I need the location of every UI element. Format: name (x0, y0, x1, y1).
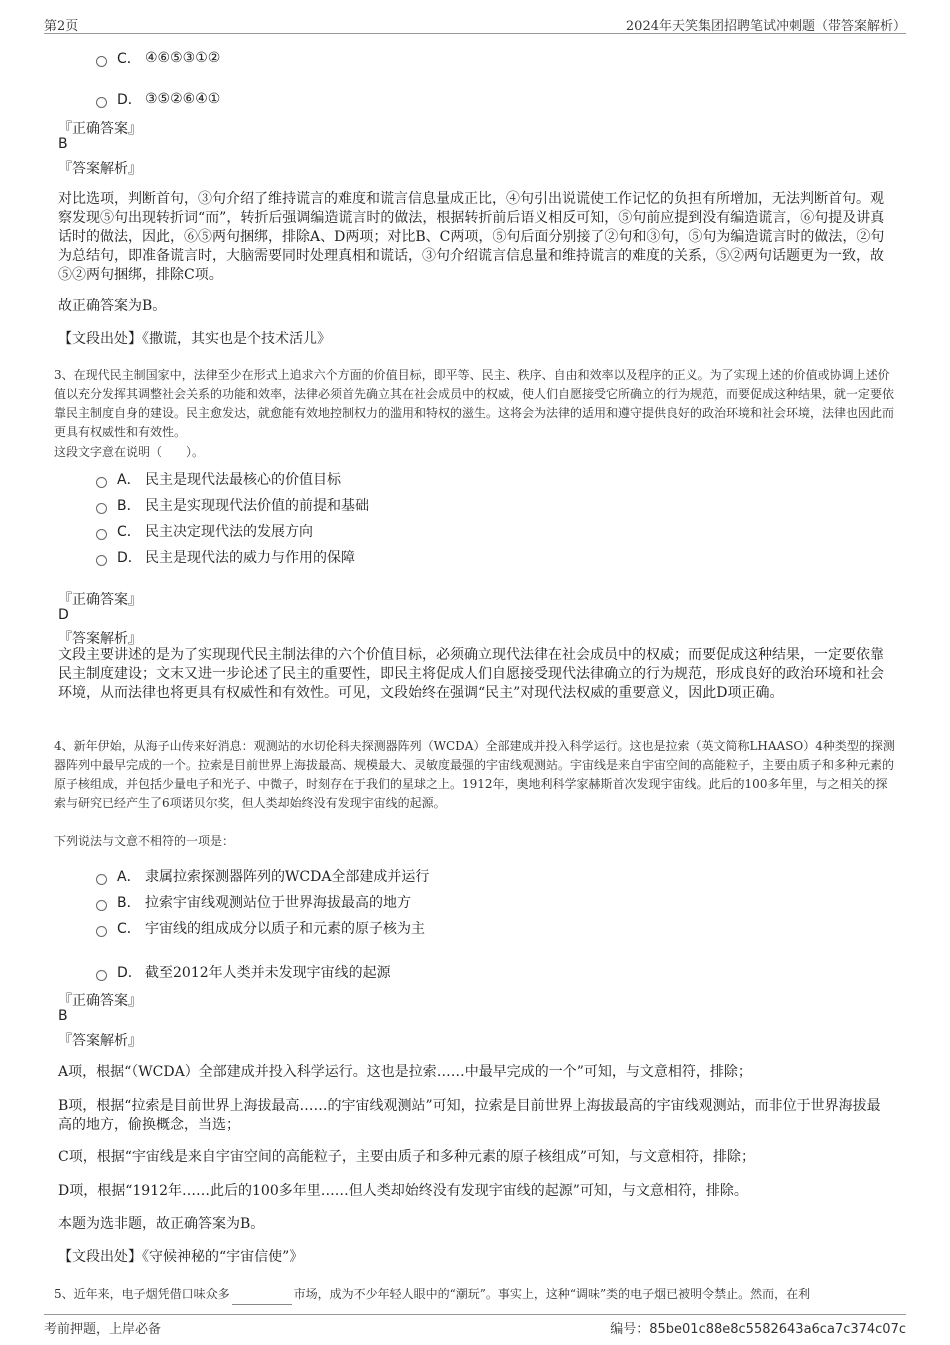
q4-conclusion: 本题为选非题，故正确答案为B。 (58, 1216, 265, 1232)
radio-icon[interactable] (96, 970, 107, 981)
q3-option-b[interactable]: B． 民主是实现现代法价值的前提和基础 (96, 495, 369, 515)
radio-icon[interactable] (96, 529, 107, 540)
q2-analysis-label: 『答案解析』 (58, 161, 142, 177)
option-text: 截至2012年人类并未发现宇宙线的起源 (145, 965, 391, 981)
footer-slogan: 考前押题，上岸必备 (44, 1322, 162, 1337)
option-text: 民主是现代法最核心的价值目标 (145, 472, 341, 488)
radio-icon[interactable] (96, 477, 107, 488)
q4-source: 【文段出处】《守候神秘的“宇宙信使”》 (58, 1249, 304, 1265)
q2-option-d[interactable]: D． ③⑤②⑥④① (96, 89, 220, 109)
document-title: 2024年天笑集团招聘笔试冲刺题（带答案解析） (625, 19, 906, 34)
q4-analysis-b: B项，根据“拉索是目前世界上海拔最高……的宇宙线观测站”可知，拉索是目前世界上海拔最高的宇宙线观测站，而非位于世界海拔最高的地方，偷换概念，当选； (58, 1098, 881, 1133)
option-text: 隶属拉索探测器阵列的WCDA全部建成并运行 (145, 869, 430, 885)
q2-answer-label: 『正确答案』 (58, 121, 142, 137)
q4-analysis-d: D项，根据“1912年……此后的100多年里……但人类却始终没有发现宇宙线的起源”可知，与文意相符，排除。 (58, 1183, 748, 1199)
q5-stem-end: 市场，成为不少年轻人眼中的“潮玩”。事实上，这种“调味”类的电子烟已被明令禁止。然而，在利 (293, 1287, 811, 1301)
q3-prompt: 这段文字意在说明（ ）。 (54, 445, 205, 459)
option-text: ③⑤②⑥④① (145, 91, 221, 107)
footer-serial (610, 1318, 906, 1337)
radio-icon[interactable] (96, 900, 107, 911)
serial-label: 编号： (610, 1322, 650, 1337)
q3-answer: D (58, 607, 69, 623)
q4-option-b[interactable]: B． 拉索宇宙线观测站位于世界海拔最高的地方 (96, 892, 411, 912)
q4-analysis-label: 『答案解析』 (58, 1033, 142, 1049)
option-text: 民主决定现代法的发展方向 (145, 524, 313, 540)
q4-option-c[interactable]: C． 宇宙线的组成成分以质子和元素的原子核为主 (96, 918, 425, 938)
q3-answer-label: 『正确答案』 (58, 592, 142, 608)
q2-source: 【文段出处】《撒谎，其实也是个技术活儿》 (58, 331, 331, 347)
option-text: ④⑥⑤③①② (145, 50, 221, 66)
option-text: 宇宙线的组成成分以质子和元素的原子核为主 (145, 921, 425, 937)
q4-answer: B (58, 1008, 68, 1024)
q2-option-c[interactable]: C． ④⑥⑤③①② (96, 48, 220, 68)
fill-blank[interactable] (232, 1285, 292, 1305)
page-header (44, 13, 906, 34)
q3-stem: 3、在现代民主制国家中，法律至少在形式上追求六个方面的价值目标，即平等、民主、秩序、自由和效率以及程序的正义。为了实现上述的价值或协调上述价值以充分发挥其调整社会关系的功能和效率，法律必须首先确立其在社会成员中的权威，使人们自愿接受它所确立的行为规范，而要促成这种结果，就一定要依靠民主制度自身的建设。民主愈发达，就愈能有效地控制权力的滥用和特权的滋生。这将会为法律的适用和遵守提供良好的政治环境和社会环境，法律也因此而更具有权威性和有效性。 (54, 368, 895, 439)
radio-icon[interactable] (96, 555, 107, 566)
q4-answer-label: 『正确答案』 (58, 993, 142, 1009)
q4-option-a[interactable]: A． 隶属拉索探测器阵列的WCDA全部建成并运行 (96, 866, 429, 886)
radio-icon[interactable] (96, 503, 107, 514)
option-text: 拉索宇宙线观测站位于世界海拔最高的地方 (145, 895, 411, 911)
q3-analysis: 文段主要讲述的是为了实现现代民主制法律的六个价值目标，必须确立现代法律在社会成员中的权威；而要促成这种结果，一定要依靠民主制度建设；文末又进一步论述了民主的重要性，即民主将促成人们自愿接受现代法律确立的行为规范，形成良好的政治环境和社会环境，从而法律也将更具有权威性和有效性。可见，文段始终在强调“民主”对现代法权威的重要意义，因此D项正确。 (58, 647, 884, 701)
option-text: 民主是实现现代法价值的前提和基础 (145, 498, 369, 514)
q4-prompt: 下列说法与文意不相符的一项是： (54, 834, 235, 848)
q5-stem (54, 1285, 896, 1305)
serial-number: 85be01c88e8c5582643a6ca7c374c07c (649, 1322, 906, 1337)
q3-option-c[interactable]: C． 民主决定现代法的发展方向 (96, 521, 313, 541)
radio-icon[interactable] (96, 926, 107, 937)
page-number: 第2页 (44, 19, 79, 34)
q2-answer: B (58, 136, 68, 152)
q2-conclusion: 故正确答案为B。 (58, 298, 167, 314)
q4-option-d[interactable]: D． 截至2012年人类并未发现宇宙线的起源 (96, 962, 391, 982)
q3-option-d[interactable]: D． 民主是现代法的威力与作用的保障 (96, 547, 355, 567)
q2-analysis: 对比选项，判断首句，③句介绍了维持谎言的难度和谎言信息量成正比，④句引出说谎使工作记忆的负担有所增加，无法判断首句。观察发现⑤句出现转折词“而”，转折后强调编造谎言时的做法，根据转折前后语义相反可知，⑤句前应提到没有编造谎言，⑥句提及讲真话时的做法，因此，⑥⑤两句捆绑，排除A、D两项；对比B、C两项，⑤句后面分别接了②句和③句，⑤句为编造谎言时的做法，②句为总结句，即准备谎言时，大脑需要同时处理真相和谎话，③句介绍谎言信息量和维持谎言的难度的关系，⑤②两句话题更为一致，故⑤②两句捆绑，排除C项。 (58, 191, 885, 283)
option-text: 民主是现代法的威力与作用的保障 (145, 550, 355, 566)
q5-stem-start: 5、近年来，电子烟凭借口味众多 (54, 1287, 230, 1301)
q3-analysis-label: 『答案解析』 (58, 631, 142, 647)
radio-icon[interactable] (96, 874, 107, 885)
radio-icon[interactable] (96, 97, 107, 108)
q4-stem: 4、新年伊始，从海子山传来好消息：观测站的水切伦科夫探测器阵列（WCDA）全部建成并投入科学运行。这也是拉索（英文简称LHAASO）4种类型的探测器阵列中最早完成的一个。拉索是目前世界上海拔最高、规模最大、灵敏度最强的宇宙线观测站。宇宙线是来自宇宙空间的高能粒子，主要由质子和多种元素的原子核组成，并包括少量电子和光子、中微子，时刻存在于我们的星球之上。1912年，奥地利科学家赫斯首次发现宇宙线。此后的100多年里，与之相关的探索与研究已经产生了6项诺贝尔奖，但人类却始终没有发现宇宙线的起源。 (54, 739, 895, 810)
q4-analysis-a: A项，根据“（WCDA）全部建成并投入科学运行。这也是拉索……中最早完成的一个”可知，与文意相符，排除； (58, 1064, 752, 1080)
q4-analysis-c: C项，根据“宇宙线是来自宇宙空间的高能粒子，主要由质子和多种元素的原子核组成”可知，与文意相符，排除； (58, 1149, 756, 1165)
q3-option-a[interactable]: A． 民主是现代法最核心的价值目标 (96, 469, 341, 489)
page-footer (44, 1314, 906, 1335)
radio-icon[interactable] (96, 56, 107, 67)
